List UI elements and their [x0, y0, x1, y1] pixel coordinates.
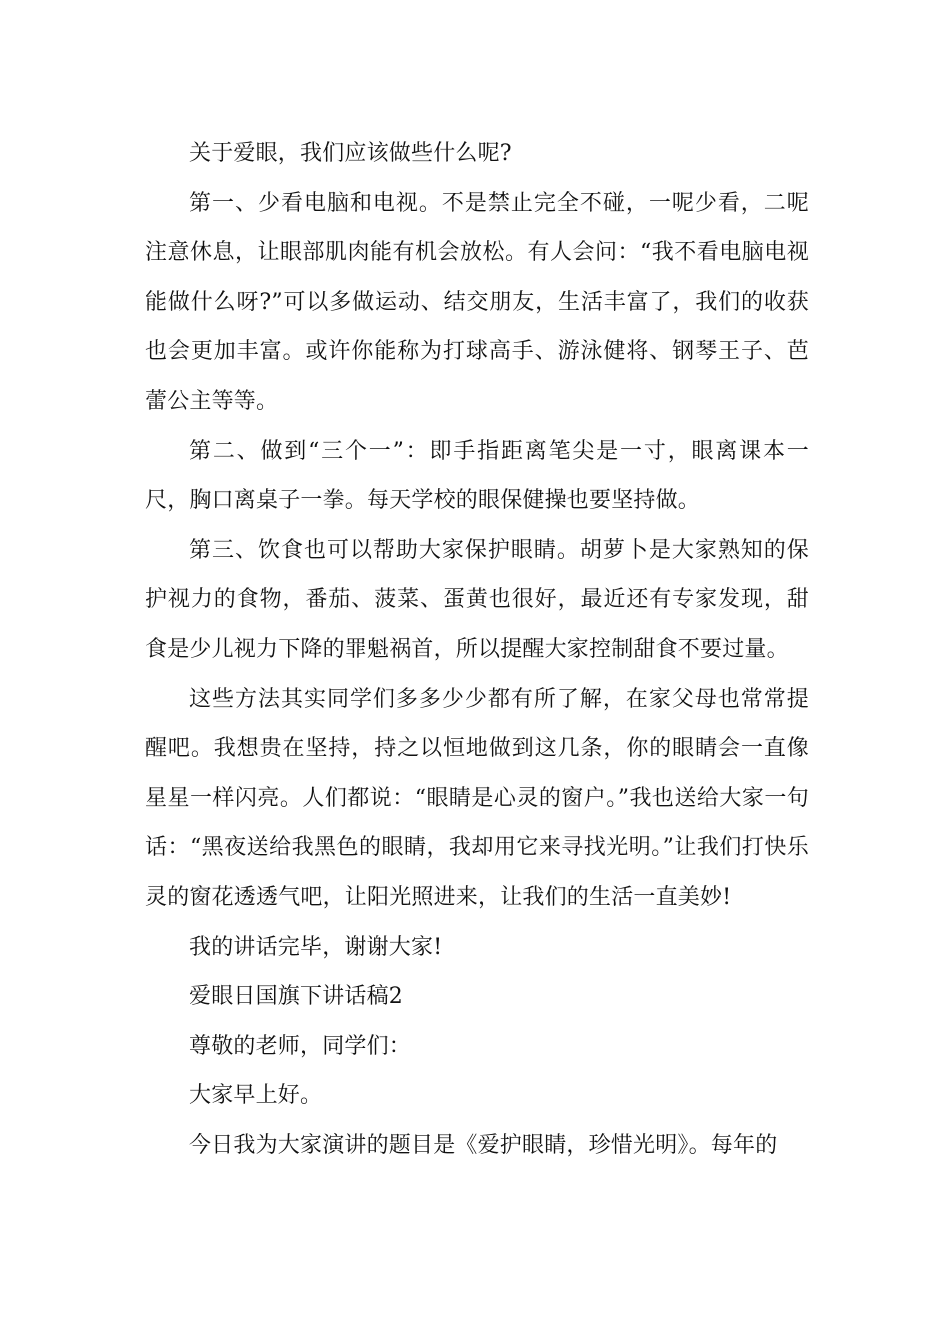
paragraph-first-point: 第一、少看电脑和电视。不是禁止完全不碰，一呢少看，二呢注意休息，让眼部肌肉能有机会放松。有人会问：“我不看电脑电视能做什么呀?”可以多做运动、结交朋友，生活丰富了，我们的收获也会更加丰富。或许你能称为打球高手、游泳健将、钢琴王子、芭蕾公主等等。 [145, 190, 809, 414]
section-heading: 爱眼日国旗下讲话稿2 [189, 984, 403, 1010]
paragraph-intro-question: 关于爱眼，我们应该做些什么呢? [189, 141, 512, 166]
paragraph-speech-topic: 今日我为大家演讲的题目是《爱护眼睛，珍惜光明》。每年的 [189, 1132, 778, 1158]
paragraph-second-point: 第二、做到“三个一”：即手指距离笔尖是一寸，眼离课本一尺，胸口离桌子一拳。每天学校的眼保健操也要坚持做。 [145, 438, 809, 514]
paragraph-greeting: 大家早上好。 [189, 1083, 323, 1109]
document-body [145, 129, 809, 1170]
paragraph-third-point: 第三、饮食也可以帮助大家保护眼睛。胡萝卜是大家熟知的保护视力的食物，番茄、菠菜、蛋黄也很好，最近还有专家发现，甜食是少儿视力下降的罪魁祸首，所以提醒大家控制甜食不要过量。 [145, 537, 809, 662]
paragraph-salutation: 尊敬的老师，同学们： [189, 1033, 412, 1059]
paragraph-closing: 我的讲话完毕，谢谢大家! [189, 934, 443, 960]
paragraph-summary: 这些方法其实同学们多多少少都有所了解，在家父母也常常提醒吧。我想贵在坚持，持之以恒地做到这几条，你的眼睛会一直像星星一样闪亮。人们都说：“眼睛是心灵的窗户。”我也送给大家一句话：“黑夜送给我黑色的眼睛，我却用它来寻找光明。”让我们打快乐灵的窗花透透气吧，让阳光照进来，让我们的生活一直美妙! [145, 686, 809, 910]
